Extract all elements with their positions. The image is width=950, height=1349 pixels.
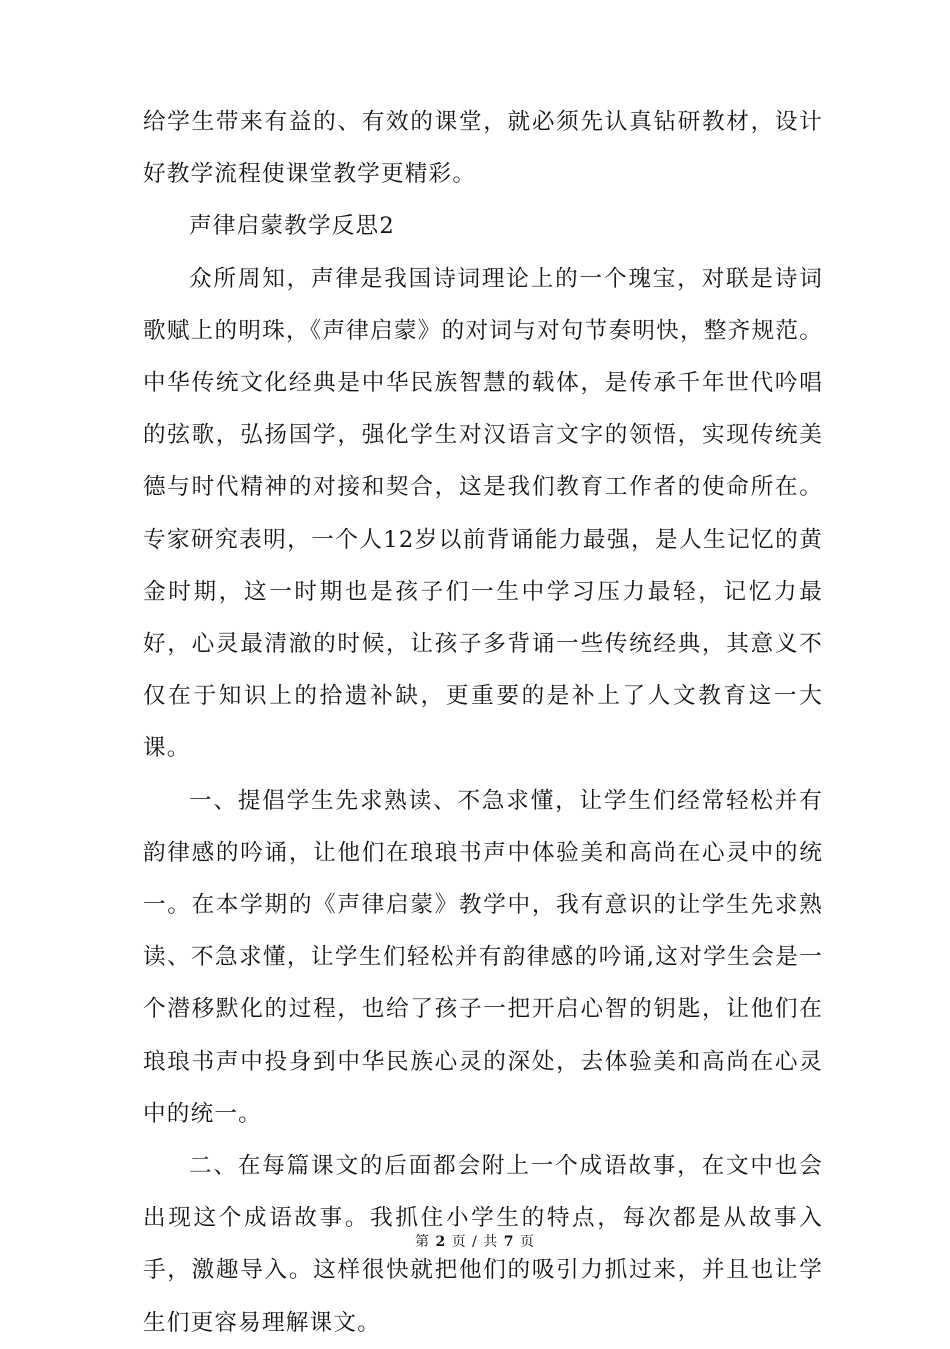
footer-suffix: 页 [519,1234,535,1250]
footer-middle: 页 / 共 [451,1234,499,1250]
paragraph-continuation: 给学生带来有益的、有效的课堂，就必须先认真钻研教材，设计好教学流程使课堂教学更精彩。 [143,109,823,188]
paragraph-point-two: 二、在每篇课文的后面都会附上一个成语故事，在文中也会出现这个成语故事。我抓住小学生的特点，每次都是从故事入手，激趣导入。这样很快就把他们的吸引力抓过来，并且也让学生们更容易理解课文。 [143,1153,823,1336]
section-heading: 声律启蒙教学反思2 [189,213,395,240]
footer-total-pages: 7 [503,1234,515,1250]
body-text [143,96,823,1349]
paragraph-intro: 众所周知，声律是我国诗词理论上的一个瑰宝，对联是诗词歌赋上的明珠，《声律启蒙》的对词与对句节奏明快，整齐规范。中华传统文化经典是中华民族智慧的载体，是传承千年世代吟唱的弦歌，弘扬国学，强化学生对汉语言文字的领悟，实现传统美德与时代精神的对接和契合，这是我们教育工作者的使命所在。专家研究表明，一个人12岁以前背诵能力最强，是人生记忆的黄金时期，这一时期也是孩子们一生中学习压力最轻，记忆力最好，心灵最清澈的时候，让孩子多背诵一些传统经典，其意义不仅在于知识上的拾遗补缺，更重要的是补上了人文教育这一大课。 [143,265,823,762]
footer-current-page: 2 [435,1234,447,1250]
page-footer [0,1232,950,1252]
footer-prefix: 第 [415,1234,431,1250]
paragraph-point-one: 一、提倡学生先求熟读、不急求懂，让学生们经常轻松并有韵律感的吟诵，让他们在琅琅书声中体验美和高尚在心灵中的统一。在本学期的《声律启蒙》教学中，我有意识的让学生先求熟读、不急求懂，让学生们轻松并有韵律感的吟诵,这对学生会是一个潜移默化的过程，也给了孩子一把开启心智的钥匙，让他们在琅琅书声中投身到中华民族心灵的深处，去体验美和高尚在心灵中的统一。 [143,787,823,1127]
